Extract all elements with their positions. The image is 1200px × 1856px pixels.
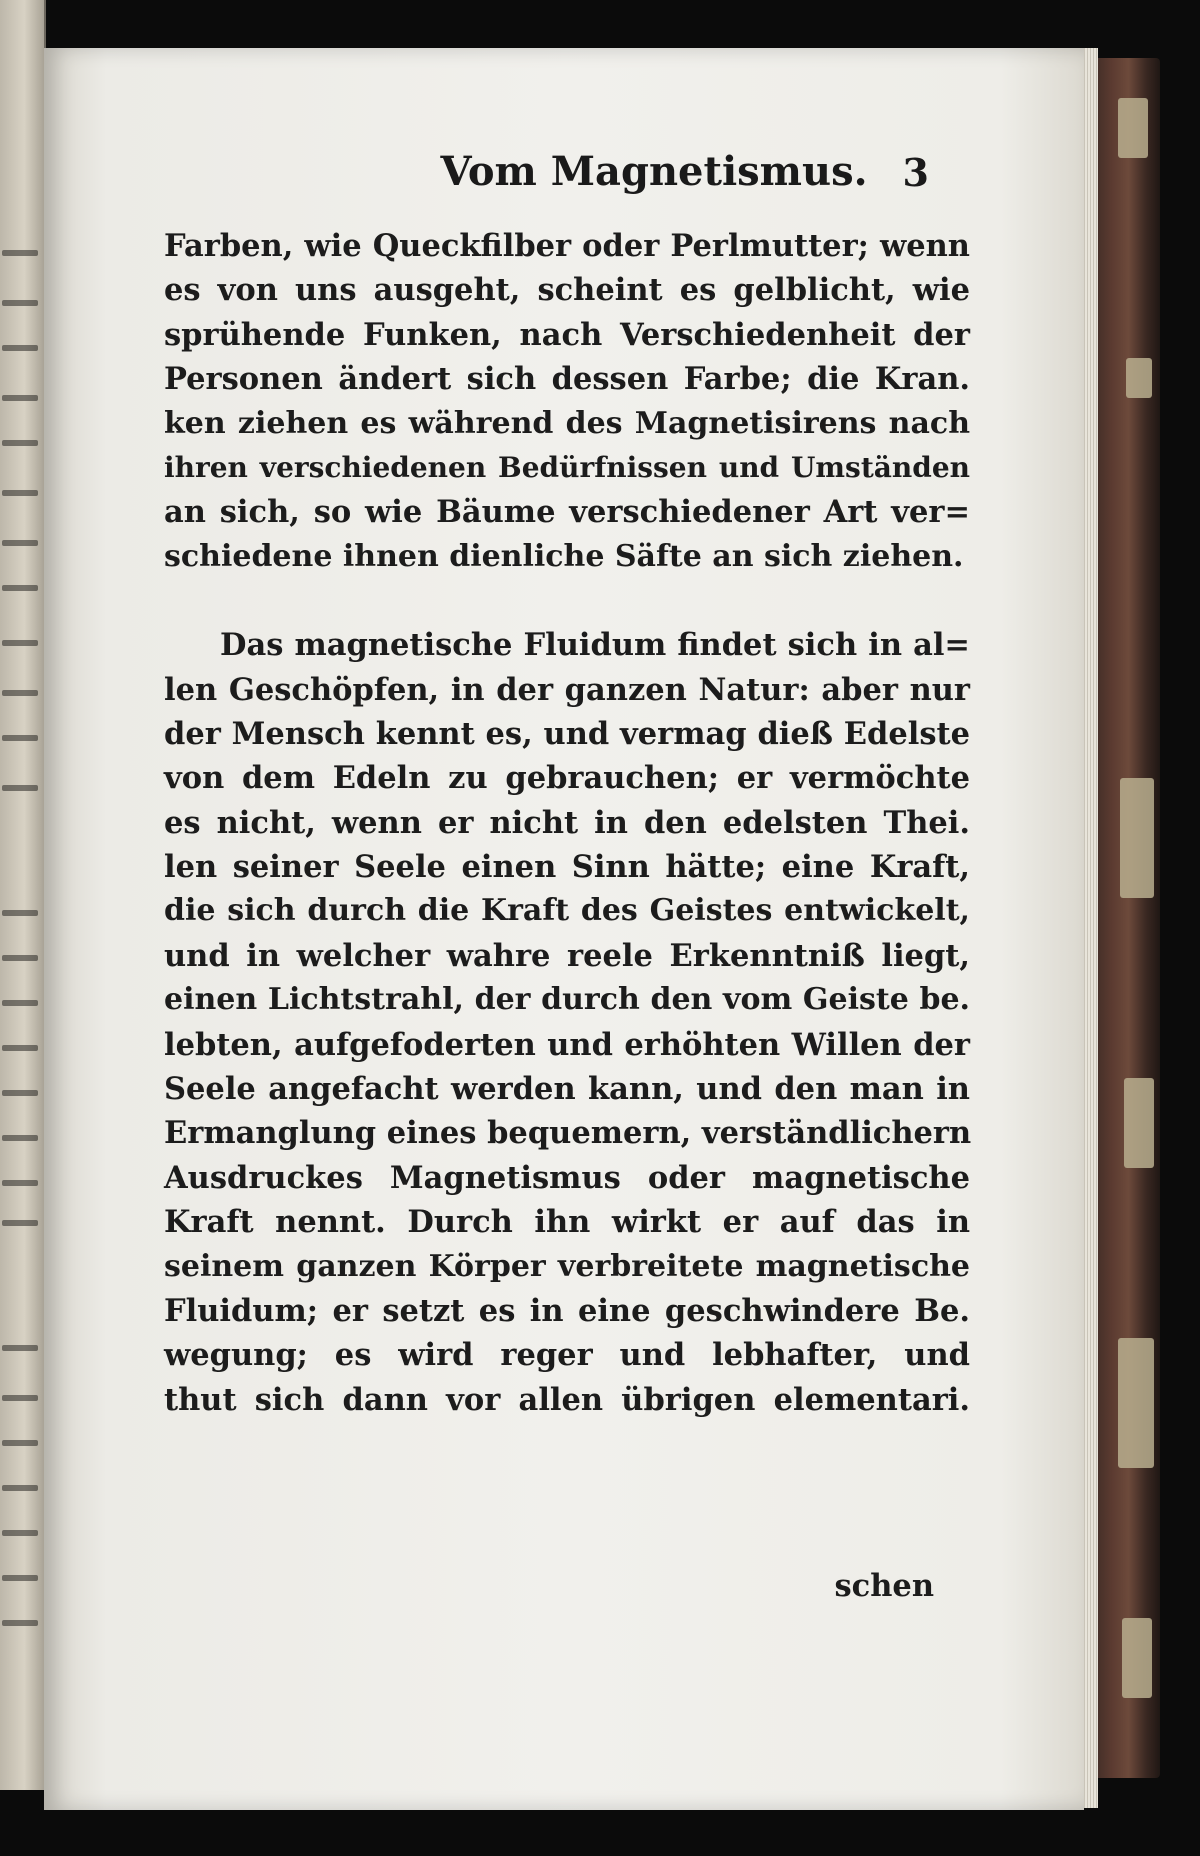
text-line: von dem Edeln zu gebrauchen; er vermöchte bbox=[164, 760, 970, 797]
facing-page-text-fragment bbox=[2, 585, 38, 591]
facing-page-text-fragment bbox=[2, 910, 38, 916]
facing-page-text-fragment bbox=[2, 300, 38, 306]
facing-page-text-fragment bbox=[2, 1485, 38, 1491]
spine-wear bbox=[1118, 98, 1148, 158]
facing-page-text-fragment bbox=[2, 490, 38, 496]
page-number: 3 bbox=[902, 150, 929, 195]
text-line: Seele angefacht werden kann, und den man in bbox=[164, 1071, 970, 1108]
facing-page-text-fragment bbox=[2, 955, 38, 961]
spine-wear bbox=[1126, 358, 1152, 398]
text-line: es von uns ausgeht, scheint es gelblicht, wie bbox=[164, 272, 970, 309]
facing-page-text-fragment bbox=[2, 1180, 38, 1186]
facing-page-text-fragment bbox=[2, 690, 38, 696]
facing-page-text-fragment bbox=[2, 1345, 38, 1351]
page-edges bbox=[1082, 48, 1098, 1808]
paragraph-gap bbox=[164, 579, 970, 623]
text-line: wegung; es wird reger und lebhafter, und bbox=[164, 1337, 970, 1374]
text-line: Fluidum; er setzt es in eine geschwindere Be. bbox=[164, 1292, 970, 1329]
facing-page-text-fragment bbox=[2, 785, 38, 791]
facing-page-text-fragment bbox=[2, 1620, 38, 1626]
text-line: len seiner Seele einen Sinn hätte; eine Kraft, bbox=[164, 849, 970, 886]
body-text bbox=[164, 224, 970, 1422]
text-line: Das magnetische Fluidum findet sich in al= bbox=[220, 627, 970, 664]
text-line: seinem ganzen Körper verbreitete magnetische bbox=[164, 1248, 970, 1284]
text-line: Ausdruckes Magnetismus oder magnetische bbox=[164, 1159, 970, 1196]
facing-page-text-fragment bbox=[2, 250, 38, 256]
spine-wear bbox=[1124, 1078, 1154, 1168]
text-line: ken ziehen es während des Magnetisirens nach bbox=[164, 405, 970, 441]
text-line: Farben, wie Queckfilber oder Perlmutter; wenn bbox=[164, 228, 970, 264]
text-line: und in welcher wahre reele Erkenntniß liegt, bbox=[164, 937, 970, 974]
facing-page-text-fragment bbox=[2, 540, 38, 546]
facing-page-text-fragment bbox=[2, 1135, 38, 1141]
text-line: schiedene ihnen dienliche Säfte an sich ziehen. bbox=[164, 538, 964, 574]
text-line: Personen ändert sich dessen Farbe; die Kran. bbox=[164, 361, 970, 398]
facing-page-text-fragment bbox=[2, 395, 38, 401]
facing-page-text-fragment bbox=[2, 1575, 38, 1581]
text-line: len Geschöpfen, in der ganzen Natur: aber nur bbox=[164, 671, 970, 708]
book-spine bbox=[1090, 58, 1160, 1778]
spine-wear bbox=[1120, 778, 1154, 898]
text-line: Kraft nennt. Durch ihn wirkt er auf das in bbox=[164, 1204, 970, 1241]
facing-page-text-fragment bbox=[2, 1000, 38, 1006]
spine-wear bbox=[1122, 1618, 1152, 1698]
facing-page-text-fragment bbox=[2, 1090, 38, 1096]
catchword: schen bbox=[834, 1568, 934, 1604]
facing-page-text-fragment bbox=[2, 1440, 38, 1446]
text-line: ihren verschiedenen Bedürfnissen und Umständen bbox=[164, 450, 970, 484]
book-page bbox=[44, 48, 1084, 1810]
facing-page-text-fragment bbox=[2, 1045, 38, 1051]
facing-page-text-fragment bbox=[2, 345, 38, 351]
text-line: der Mensch kennt es, und vermag dieß Edelste bbox=[164, 715, 970, 752]
facing-page-text-fragment bbox=[2, 1530, 38, 1536]
spine-wear bbox=[1118, 1338, 1154, 1468]
facing-page-text-fragment bbox=[2, 1395, 38, 1401]
text-line: Ermanglung eines bequemern, verständlichern bbox=[164, 1115, 972, 1152]
text-line: die sich durch die Kraft des Geistes entwickelt, bbox=[164, 893, 970, 929]
facing-page-text-fragment bbox=[2, 735, 38, 741]
text-line: es nicht, wenn er nicht in den edelsten Thei. bbox=[164, 804, 970, 841]
text-line: thut sich dann vor allen übrigen elementari. bbox=[164, 1381, 970, 1418]
text-line: lebten, aufgefoderten und erhöhten Willen der bbox=[164, 1026, 970, 1063]
facing-page-text-fragment bbox=[2, 640, 38, 646]
facing-page-text-fragment bbox=[2, 1220, 38, 1226]
facing-page-text-fragment bbox=[2, 440, 38, 446]
text-line: an sich, so wie Bäume verschiedener Art ver= bbox=[164, 494, 970, 531]
running-head: Vom Magnetismus. bbox=[440, 148, 868, 195]
text-line: sprühende Funken, nach Verschiedenheit der bbox=[164, 316, 970, 353]
facing-page-edge bbox=[0, 0, 46, 1790]
text-line: einen Lichtstrahl, der durch den vom Geiste be. bbox=[164, 982, 970, 1018]
